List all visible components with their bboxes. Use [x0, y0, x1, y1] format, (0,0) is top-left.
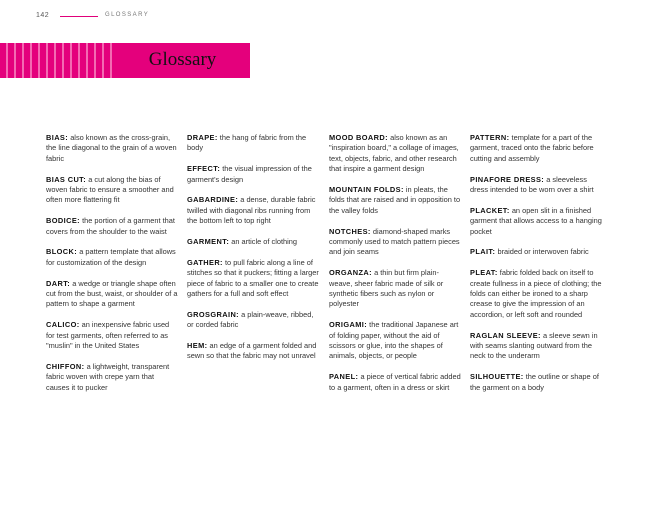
- glossary-definition: an inexpensive fabric used for test garments, often referred to as "muslin" in the United States: [46, 320, 170, 351]
- glossary-entry: [187, 237, 319, 247]
- glossary-term: BLOCK:: [46, 247, 78, 257]
- glossary-entry: [329, 227, 461, 258]
- glossary-definition: fabric folded back on itself to create fullness in a piece of clothing; the folds can either be ironed to a sharp crease to give the impression of an accordion, or left soft and rounded: [470, 268, 602, 319]
- glossary-definition: template for a part of the garment, traced onto the fabric before cutting and assembly: [470, 133, 594, 163]
- glossary-term: GATHER:: [187, 257, 223, 267]
- glossary-definition: braided or interwoven fabric: [497, 247, 589, 257]
- glossary-entry: [470, 133, 606, 164]
- glossary-term: PINAFORE DRESS:: [470, 174, 545, 184]
- glossary-definition: the visual impression of the garment's design: [187, 164, 312, 184]
- glossary-term: ORIGAMI:: [329, 320, 368, 330]
- glossary-entry: [46, 320, 178, 351]
- glossary-term: RAGLAN SLEEVE:: [470, 330, 541, 340]
- glossary-entry: [470, 331, 606, 362]
- glossary-entry: [46, 247, 178, 268]
- page-number: 142: [36, 12, 50, 19]
- glossary-term: PLAIT:: [470, 247, 496, 257]
- glossary-definition: also known as the cross-grain, the line diagonal to the grain of a woven fabric: [46, 133, 177, 163]
- glossary-banner: [0, 43, 250, 78]
- banner-stripes: [0, 43, 115, 78]
- glossary-term: PLACKET:: [470, 205, 510, 215]
- glossary-term: NOTCHES:: [329, 226, 371, 236]
- glossary-entry: [470, 372, 606, 393]
- glossary-term: GROSGRAIN:: [187, 309, 240, 319]
- glossary-entry: [187, 341, 319, 362]
- glossary-entry: [470, 206, 606, 237]
- glossary-column-1: [46, 133, 178, 403]
- glossary-definition: the outline or shape of the garment on a body: [470, 372, 599, 392]
- glossary-term: ORGANZA:: [329, 268, 373, 278]
- glossary-definition: the traditional Japanese art of folding paper, without the aid of scissors or glue, into the shapes of animals, objects, or people: [329, 320, 459, 361]
- glossary-term: GARMENT:: [187, 237, 230, 247]
- glossary-term: CHIFFON:: [46, 361, 85, 371]
- glossary-definition: a plain-weave, ribbed, or corded fabric: [187, 309, 314, 330]
- glossary-definition: an open slit in a finished garment that allows access to a hanging pocket: [470, 205, 602, 236]
- glossary-term: BIAS:: [46, 133, 69, 142]
- glossary-term: BIAS CUT:: [46, 174, 87, 184]
- glossary-entry: [187, 164, 319, 185]
- glossary-term: BODICE:: [46, 216, 81, 226]
- glossary-entry: [470, 247, 606, 257]
- glossary-entry: [470, 268, 606, 320]
- glossary-definition: a wedge or triangle shape often cut from the bust, waist, or shoulder of a pattern to shape a garment: [46, 278, 178, 309]
- glossary-entry: [329, 320, 461, 362]
- glossary-definition: a sleeve sewn in with seams slanting outward from the neck to the underarm: [470, 330, 598, 361]
- page-title: Glossary: [148, 49, 217, 70]
- glossary-entry: [329, 133, 461, 175]
- glossary-entry: [329, 372, 461, 393]
- glossary-entry: [470, 175, 606, 196]
- glossary-column-3: [329, 133, 461, 403]
- section-name: GLOSSARY: [105, 12, 150, 18]
- glossary-entry: [187, 258, 319, 300]
- glossary-definition: in pleats, the folds that are raised and in opposition to the valley folds: [329, 185, 461, 215]
- glossary-column-2: [187, 133, 319, 372]
- glossary-entry: [46, 133, 178, 164]
- glossary-term: MOUNTAIN FOLDS:: [329, 185, 404, 195]
- glossary-definition: a pattern template that allows for customization of the design: [46, 247, 176, 267]
- glossary-definition: a cut along the bias of woven fabric to ensure a smoother and often more flattering fit: [46, 174, 174, 205]
- glossary-term: DART:: [46, 278, 71, 288]
- glossary-term: GABARDINE:: [187, 195, 239, 205]
- glossary-entry: [46, 175, 178, 206]
- glossary-entry: [187, 133, 319, 154]
- glossary-definition: a sleeveless dress intended to be worn over a shirt: [470, 174, 594, 195]
- glossary-definition: to pull fabric along a line of stitches so that it puckers; fitting a larger piece of fabric to a smaller one to create gathers for a full and soft effect: [187, 257, 319, 299]
- glossary-term: MOOD BOARD:: [329, 133, 389, 142]
- glossary-definition: a dense, durable fabric twilled with diagonal ribs running from the bottom left to top right: [187, 195, 316, 226]
- glossary-term: DRAPE:: [187, 133, 218, 142]
- running-head: [0, 12, 650, 26]
- glossary-term: PATTERN:: [470, 133, 510, 142]
- glossary-definition: also known as an "inspiration board," a collage of images, text, objects, fabric, and other research that inspire a garment design: [329, 133, 459, 174]
- glossary-definition: the hang of fabric from the body: [187, 133, 307, 153]
- glossary-entry: [187, 310, 319, 331]
- glossary-entry: [329, 185, 461, 216]
- header-rule: [60, 16, 98, 17]
- glossary-definition: a thin but firm plain-weave, sheer fabric made of silk or synthetic fibers such as nylon or polyester: [329, 268, 444, 309]
- glossary-definition: a piece of vertical fabric added to a garment, often in a dress or skirt: [329, 372, 461, 392]
- glossary-entry: [187, 195, 319, 226]
- glossary-term: PANEL:: [329, 372, 359, 382]
- glossary-entry: [329, 268, 461, 310]
- glossary-definition: the portion of a garment that covers from the shoulder to the waist: [46, 216, 175, 236]
- glossary-column-4: [470, 133, 606, 403]
- glossary-definition: an edge of a garment folded and sewn so that the fabric may not unravel: [187, 341, 317, 361]
- glossary-entry: [46, 279, 178, 310]
- banner-title-box: [115, 43, 250, 78]
- glossary-entry: [46, 362, 178, 393]
- glossary-definition: a lightweight, transparent fabric woven with crepe yarn that causes it to pucker: [46, 361, 170, 392]
- glossary-term: CALICO:: [46, 320, 80, 330]
- glossary-entry: [46, 216, 178, 237]
- glossary-term: HEM:: [187, 341, 208, 351]
- glossary-term: PLEAT:: [470, 268, 498, 278]
- glossary-term: SILHOUETTE:: [470, 372, 524, 382]
- glossary-definition: an article of clothing: [231, 237, 297, 247]
- glossary-term: EFFECT:: [187, 164, 221, 174]
- glossary-definition: diamond-shaped marks commonly used to match pattern pieces and join seams: [329, 226, 460, 257]
